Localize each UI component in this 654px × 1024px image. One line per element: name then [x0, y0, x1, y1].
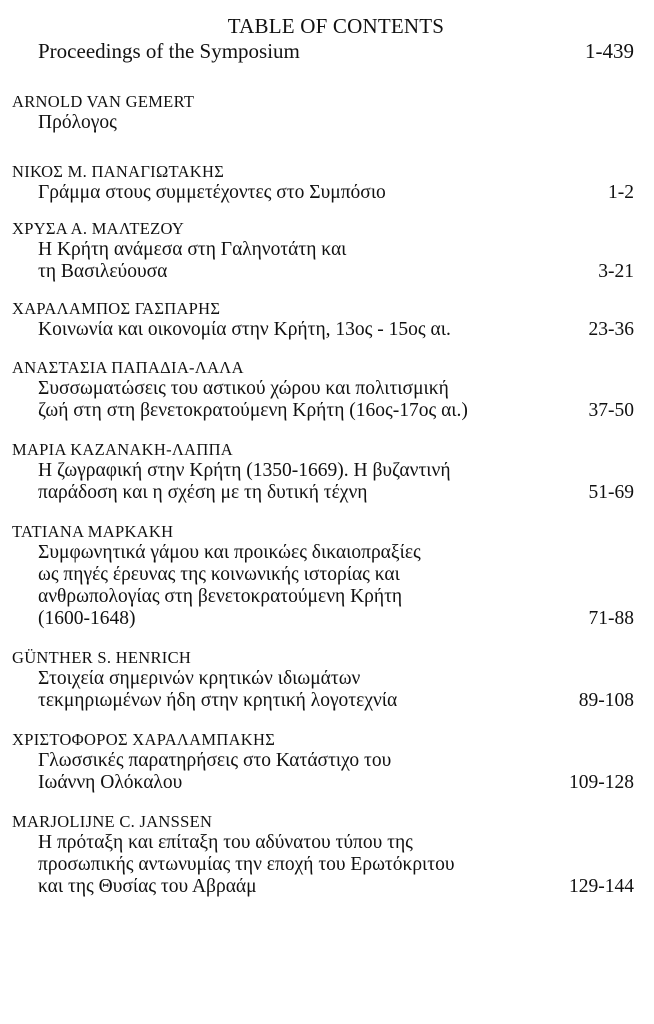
entry-pages: 129-144	[569, 876, 634, 897]
entry-author: ΧΑΡΑΛΑΜΠΟΣ ΓΑΣΠΑΡΗΣ	[12, 299, 221, 318]
entry-pages: 109-128	[569, 772, 634, 793]
entry-title-line: Γλωσσικές παρατηρήσεις στο Κατάστιχο του	[38, 750, 392, 771]
entry-pages: 23-36	[588, 319, 634, 340]
entry-title-line: παράδοση και η σχέση με τη δυτική τέχνη	[38, 482, 368, 503]
entry-author: ARNOLD VAN GEMERT	[12, 92, 195, 111]
entry-author: ΜΑΡΙΑ ΚΑΖΑΝΑΚΗ-ΛΑΠΠΑ	[12, 440, 233, 459]
entry-title-line: Κοινωνία και οικονομία στην Κρήτη, 13ος - 15ος αι.	[38, 319, 451, 340]
entry-title	[0, 112, 654, 134]
entry-author: ΝΙΚΟΣ Μ. ΠΑΝΑΓΙΩΤΑΚΗΣ	[12, 162, 225, 181]
entry-title-line: Η ζωγραφική στην Κρήτη (1350-1669). Η βυζαντινή	[38, 460, 451, 481]
toc-entry	[0, 219, 654, 283]
entry-title	[0, 319, 654, 341]
entry-title-line: ανθρωπολογίας στη βενετοκρατούμενη Κρήτη	[38, 586, 403, 607]
entry-author: ΧΡΙΣΤΟΦΟΡΟΣ ΧΑΡΑΛΑΜΠΑΚΗΣ	[12, 730, 276, 749]
toc-entry	[0, 299, 654, 341]
entry-pages: 3-21	[598, 261, 634, 282]
entry-title	[0, 750, 654, 794]
proceedings-title: Proceedings of the Symposium	[38, 39, 300, 63]
entry-author: ΧΡΥΣΑ Α. ΜΑΛΤΕΖΟΥ	[12, 219, 185, 238]
entry-author: ΑΝΑΣΤΑΣΙΑ ΠΑΠΑΔΙΑ-ΛΑΛΑ	[12, 358, 244, 377]
entry-title	[0, 239, 654, 283]
toc-entry	[0, 812, 654, 898]
page-title: TABLE OF CONTENTS	[227, 14, 445, 38]
entry-title-line: Ιωάννη Ολόκαλου	[38, 772, 183, 793]
entry-author: MARJOLIJNE C. JANSSEN	[12, 812, 213, 831]
toc-entry	[0, 440, 654, 504]
entry-title-line: Η Κρήτη ανάμεσα στη Γαληνοτάτη και	[38, 239, 347, 260]
entry-title	[0, 542, 654, 630]
entry-title-line: Συμφωνητικά γάμου και προικώες δικαιοπραξίες	[38, 542, 421, 563]
toc-entry	[0, 648, 654, 712]
entry-pages: 51-69	[588, 482, 634, 503]
entry-pages: 89-108	[578, 690, 634, 711]
entry-title-line: Η πρόταξη και επίταξη του αδύνατου τύπου της	[38, 832, 413, 853]
entry-title	[0, 182, 654, 204]
entry-title	[0, 668, 654, 712]
entry-title-line: (1600-1648)	[38, 608, 136, 629]
entry-title-line: προσωπικής αντωνυμίας την εποχή του Ερωτόκριτου	[38, 854, 455, 875]
entry-title-line: Γράμμα στους συμμετέχοντες στο Συμπόσιο	[38, 182, 386, 203]
entry-title-line: τη Βασιλεύουσα	[38, 261, 168, 282]
toc-entry	[0, 730, 654, 794]
toc-entry	[0, 358, 654, 422]
toc-entries	[0, 92, 654, 898]
entry-author: ΤΑΤΙΑΝΑ ΜΑΡΚΑΚΗ	[12, 522, 174, 541]
entry-title	[0, 378, 654, 422]
entry-title-line: ως πηγές έρευνας της κοινωνικής ιστορίας και	[38, 564, 400, 585]
entry-title	[0, 832, 654, 898]
entry-pages: 37-50	[588, 400, 634, 421]
proceedings-pages: 1-439	[585, 39, 634, 63]
entry-title-line: Πρόλογος	[38, 112, 117, 133]
entry-title-line: και της Θυσίας του Αβραάμ	[38, 876, 257, 897]
entry-pages: 71-88	[588, 608, 634, 629]
entry-pages: 1-2	[608, 182, 634, 203]
entry-title-line: Συσσωματώσεις του αστικού χώρου και πολιτισμική	[38, 378, 449, 399]
toc-entry	[0, 522, 654, 630]
entry-title-line: τεκμηριωμένων ήδη στην κρητική λογοτεχνία	[38, 690, 398, 711]
entry-title	[0, 460, 654, 504]
entry-title-line: Στοιχεία σημερινών κρητικών ιδιωμάτων	[38, 668, 361, 689]
entry-title-line: ζωή στη στη βενετοκρατούμενη Κρήτη (16ος-17ος αι.)	[38, 400, 468, 421]
toc-entry	[0, 162, 654, 204]
toc-entry	[0, 92, 654, 134]
entry-author: GÜNTHER S. HENRICH	[12, 648, 192, 667]
